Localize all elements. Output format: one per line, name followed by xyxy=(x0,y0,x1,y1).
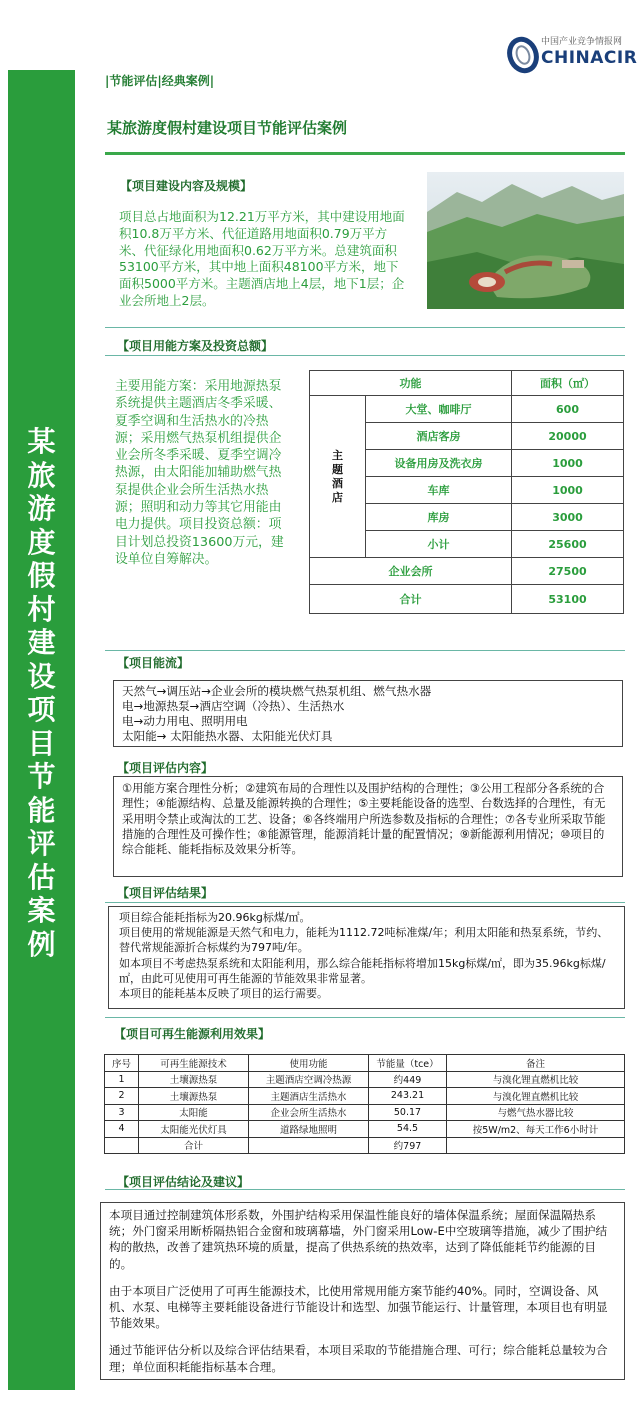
table-row xyxy=(310,558,624,585)
table-row xyxy=(105,1104,625,1121)
row-name: 设备用房及洗衣房 xyxy=(366,450,512,477)
table-header-row xyxy=(105,1055,625,1072)
flow-line: 电→动力用电、照明用电 xyxy=(122,714,248,728)
group-label: 主题酒店 xyxy=(332,448,343,504)
group-label-cell xyxy=(310,396,366,558)
result-line: 本项目的能耗基本反映了项目的运行需要。 xyxy=(119,987,328,1001)
sidebar-title-char: 村 xyxy=(27,592,56,626)
table-header-row xyxy=(310,371,624,396)
section-divider xyxy=(105,1017,625,1018)
cell: 4 xyxy=(105,1121,139,1138)
row-area: 1000 xyxy=(512,477,624,504)
table-row xyxy=(105,1137,625,1154)
row-area: 20000 xyxy=(512,423,624,450)
flow-line: 太阳能→ 太阳能热水器、太阳能光伏灯具 xyxy=(122,729,333,743)
assessment-content-text: ①用能方案合理性分析；②建筑布局的合理性以及围护结构的合理性；③公用工程部分各系统的合理性；④能源结构、总量及能源转换的合理性；⑤主要耗能设备的选型、台数选择的合理性，有无采用明令禁止或淘汰的工艺、设备；⑥各终端用户所选参数及指标的合理性；⑦各专业所采取节能措施的合理性及可操作性；⑧能源管理，能源消耗计量的配置情况；⑨新能源利用情况；⑩项目的综合能耗、能耗指标及效果分析等。 xyxy=(122,782,606,857)
renewable-table xyxy=(104,1054,625,1154)
section-heading-renewable: 【项目可再生能源利用效果】 xyxy=(114,1027,271,1041)
col-header: 使用功能 xyxy=(249,1055,369,1072)
sidebar-banner xyxy=(8,70,75,1390)
section-heading-assessment-result: 【项目评估结果】 xyxy=(117,886,214,900)
cell: 土壤源热泵 xyxy=(139,1071,249,1088)
section-divider xyxy=(105,355,625,356)
cell: 约449 xyxy=(369,1071,447,1088)
logo-cn-text: 中国产业竞争情报网 xyxy=(541,37,623,47)
section-divider xyxy=(105,327,625,328)
sidebar-title-char: 游 xyxy=(27,492,56,525)
section-heading-energy-flow: 【项目能流】 xyxy=(117,656,190,670)
table-row xyxy=(105,1088,625,1105)
cell: 3 xyxy=(105,1104,139,1121)
flow-line: 天然气→调压站→企业会所的模块燃气热泵机组、燃气热水器 xyxy=(122,684,432,698)
col-header: 节能量（tce） xyxy=(369,1055,447,1072)
section-divider xyxy=(105,902,625,903)
sidebar-title-char: 某 xyxy=(27,425,56,458)
energy-flow-box xyxy=(113,680,623,747)
result-line: 如本项目不考虑热泵系统和太阳能利用，那么综合能耗指标将增加15kg标煤/㎡，即为35.96kg标煤/㎡，由此可见使用可再生能源的节能效果非常显著。 xyxy=(119,956,606,985)
row-name: 酒店客房 xyxy=(366,423,512,450)
conclusion-paragraph: 本项目通过控制建筑体形系数，外围护结构采用保温性能良好的墙体保温系统；屋面保温隔热系统；外门窗采用断桥隔热铝合金窗和玻璃幕墙，外门窗采用Low-E中空玻璃等措施，减少了围护结构的散热，改善了建筑热环境的质量，提高了供热系统的热效率，达到了降低能耗节约能源的目的。 xyxy=(109,1208,608,1271)
sidebar-title-char: 评 xyxy=(27,827,56,860)
row-name: 车库 xyxy=(366,477,512,504)
cell: 按5W/m2、每天工作6小时计 xyxy=(447,1121,625,1138)
cell: 与溴化锂直燃机比较 xyxy=(447,1071,625,1088)
row-name: 企业会所 xyxy=(310,558,512,585)
table-row xyxy=(105,1071,625,1088)
cell: 50.17 xyxy=(369,1104,447,1121)
conclusion-paragraph: 通过节能评估分析以及综合评估结果看，本项目采取的节能措施合理、可行；综合能耗总量较为合理；单位面积耗能指标基本合理。 xyxy=(109,1343,608,1374)
cell: 太阳能 xyxy=(139,1104,249,1121)
sidebar-title xyxy=(8,425,75,961)
construction-text: 项目总占地面积为12.21万平方米，其中建设用地面积10.8万平方米、代征道路用地面积0.79万平方米、代征绿化用地面积0.62万平方米。总建筑面积53100平方米，其中地上面积48100平方米，地下面积5000平方米。主题酒店地上4层，地下1层；企业会所地上2层。 xyxy=(119,209,405,308)
title-divider xyxy=(105,152,625,155)
breadcrumb[interactable]: |节能评估|经典案例| xyxy=(105,74,215,88)
section-heading-energy-plan: 【项目用能方案及投资总额】 xyxy=(117,339,274,353)
logo-swoosh-icon xyxy=(505,32,541,76)
row-area: 1000 xyxy=(512,450,624,477)
sidebar-title-char: 估 xyxy=(27,860,56,894)
row-area: 25600 xyxy=(512,531,624,558)
table-row xyxy=(310,396,624,423)
table-header-area: 面积（㎡） xyxy=(512,371,624,396)
logo-en-text: CHINACIR xyxy=(541,48,638,68)
section-heading-assessment-content: 【项目评估内容】 xyxy=(117,761,214,775)
cell: 243.21 xyxy=(369,1088,447,1105)
cell: 2 xyxy=(105,1088,139,1105)
sidebar-title-char: 能 xyxy=(27,793,56,827)
page-title: 某旅游度假村建设项目节能评估案例 xyxy=(107,119,348,137)
section-divider xyxy=(105,650,625,651)
section-heading-construction: 【项目建设内容及规模】 xyxy=(120,179,253,193)
sidebar-title-char: 建 xyxy=(27,626,56,659)
cell xyxy=(105,1137,139,1154)
row-area: 600 xyxy=(512,396,624,423)
cell: 合计 xyxy=(139,1137,249,1154)
resort-photo xyxy=(427,172,624,309)
cell: 1 xyxy=(105,1071,139,1088)
area-table xyxy=(309,370,624,614)
row-area: 53100 xyxy=(512,585,624,614)
sidebar-title-char: 旅 xyxy=(27,458,56,492)
cell: 企业会所生活热水 xyxy=(249,1104,369,1121)
section-heading-conclusion: 【项目评估结论及建议】 xyxy=(117,1175,250,1189)
result-line: 项目使用的常规能源是天然气和电力，能耗为1112.72吨标准煤/年；利用太阳能和热泵系统，节约、替代常规能源折合标煤约为797吨/年。 xyxy=(119,926,609,955)
col-header: 可再生能源技术 xyxy=(139,1055,249,1072)
row-name: 大堂、咖啡厅 xyxy=(366,396,512,423)
flow-line: 电→地源热泵→酒店空调（冷热）、生活热水 xyxy=(122,699,345,713)
cell: 主题酒店空调冷热源 xyxy=(249,1071,369,1088)
energy-plan-text: 主要用能方案：采用地源热泵系统提供主题酒店冬季采暖、夏季空调和生活热水的冷热源；采用燃气热泵机组提供企业会所冬季采暖、夏季空调冷热源，由太阳能加辅助燃气热泵提供企业会所生活热水热源；照明和动力等其它用能由电力提供。项目投资总额：项目计划总投资13600万元，建设单位自筹解决。 xyxy=(115,379,284,567)
section-divider xyxy=(105,1189,625,1190)
cell: 与燃气热水器比较 xyxy=(447,1104,625,1121)
cell: 道路绿地照明 xyxy=(249,1121,369,1138)
cell: 主题酒店生活热水 xyxy=(249,1088,369,1105)
cell: 土壤源热泵 xyxy=(139,1088,249,1105)
sidebar-title-char: 节 xyxy=(27,760,56,793)
cell: 约797 xyxy=(369,1137,447,1154)
table-header-function: 功能 xyxy=(310,371,512,396)
cell xyxy=(447,1137,625,1154)
row-area: 3000 xyxy=(512,504,624,531)
conclusion-box xyxy=(100,1202,625,1380)
conclusion-paragraph: 由于本项目广泛使用了可再生能源技术，比使用常规用能方案节能约40%。同时，空调设备、风机、水泵、电梯等主要耗能设备进行节能设计和选型、加强节能运行、计量管理，本项目也有明显节能效果。 xyxy=(109,1283,608,1331)
col-header: 序号 xyxy=(105,1055,139,1072)
sidebar-title-char: 度 xyxy=(27,525,56,559)
sidebar-title-char: 设 xyxy=(27,659,56,693)
sidebar-title-char: 假 xyxy=(27,559,56,592)
table-row xyxy=(105,1121,625,1138)
result-line: 项目综合能耗指标为20.96kg标煤/㎡。 xyxy=(119,911,311,924)
sidebar-title-char: 项 xyxy=(27,693,56,726)
table-row xyxy=(310,585,624,614)
cell: 与溴化锂直燃机比较 xyxy=(447,1088,625,1105)
row-name: 库房 xyxy=(366,504,512,531)
row-area: 27500 xyxy=(512,558,624,585)
cell xyxy=(249,1137,369,1154)
col-header: 备注 xyxy=(447,1055,625,1072)
cell: 54.5 xyxy=(369,1121,447,1138)
row-name: 合计 xyxy=(310,585,512,614)
assessment-result-box xyxy=(108,906,625,1009)
chinacir-logo[interactable] xyxy=(505,28,638,78)
sidebar-title-char: 例 xyxy=(27,927,56,961)
sidebar-title-char: 案 xyxy=(27,894,56,927)
row-name: 小计 xyxy=(366,531,512,558)
assessment-content-box xyxy=(113,776,623,877)
cell: 太阳能光伏灯具 xyxy=(139,1121,249,1138)
sidebar-title-char: 目 xyxy=(27,726,56,760)
